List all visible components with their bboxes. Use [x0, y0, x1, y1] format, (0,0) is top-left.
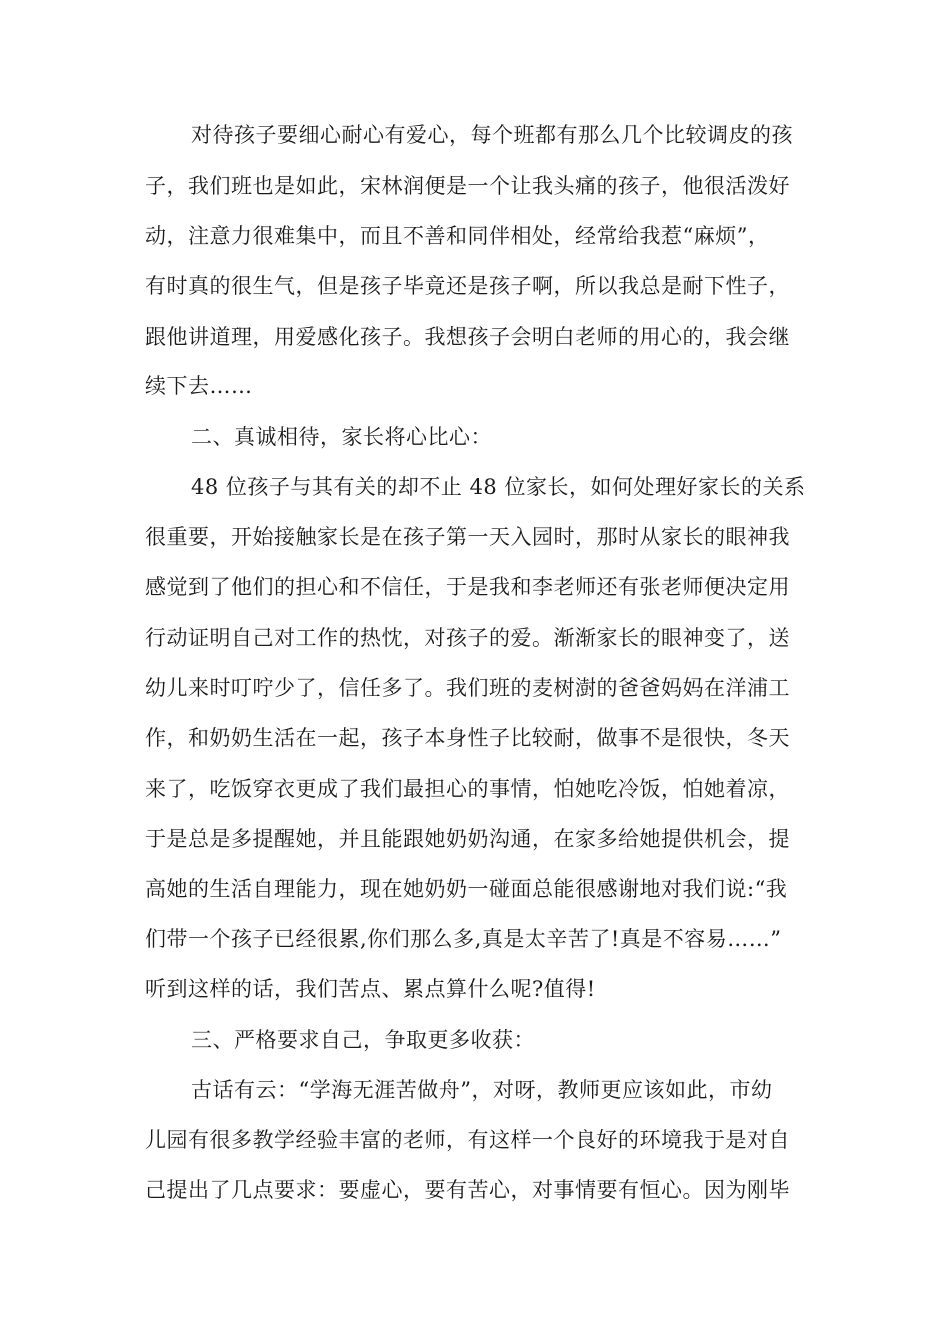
paragraph-line: 幼儿来时叮咛少了，信任多了。我们班的麦树澍的爸爸妈妈在洋浦工 [145, 676, 790, 700]
paragraph-line: 续下去…… [145, 374, 253, 398]
paragraph-line: 听到这样的话，我们苦点、累点算什么呢?值得! [145, 977, 596, 1001]
paragraph-line: 们带一个孩子已经很累,你们那么多,真是太辛苦了!真是不容易……” [145, 927, 782, 951]
paragraph-line: 感觉到了他们的担心和不信任，于是我和李老师还有张老师便决定用 [145, 575, 790, 599]
paragraph-line: 古话有云：“学海无涯苦做舟”，对呀，教师更应该如此，市幼 [191, 1078, 773, 1102]
paragraph-line: 于是总是多提醒她，并且能跟她奶奶沟通，在家多给她提供机会，提 [145, 827, 790, 851]
paragraph-line: 有时真的很生气，但是孩子毕竟还是孩子啊，所以我总是耐下性子， [145, 274, 790, 298]
paragraph-line: 48 位孩子与其有关的却不止 48 位家长，如何处理好家长的关系 [191, 475, 806, 499]
paragraph-line: 行动证明自己对工作的热忱，对孩子的爱。渐渐家长的眼神变了，送 [145, 626, 790, 650]
paragraph-line: 跟他讲道理，用爱感化孩子。我想孩子会明白老师的用心的，我会继 [145, 325, 790, 349]
paragraph-line: 对待孩子要细心耐心有爱心，每个班都有那么几个比较调皮的孩 [191, 123, 793, 147]
paragraph-line: 动，注意力很难集中，而且不善和同伴相处，经常给我惹“麻烦”， [145, 224, 770, 248]
paragraph-line: 儿园有很多教学经验丰富的老师，有这样一个良好的环境我于是对自 [145, 1128, 790, 1152]
section-heading: 二、真诚相待，家长将心比心： [191, 425, 492, 449]
paragraph-line: 来了，吃饭穿衣更成了我们最担心的事情，怕她吃冷饭，怕她着凉， [145, 777, 790, 801]
paragraph-line: 作，和奶奶生活在一起，孩子本身性子比较耐，做事不是很快，冬天 [145, 726, 790, 750]
paragraph-line: 子，我们班也是如此，宋林润便是一个让我头痛的孩子，他很活泼好 [145, 174, 790, 198]
paragraph-line: 高她的生活自理能力，现在她奶奶一碰面总能很感谢地对我们说:“我 [145, 877, 788, 901]
paragraph-line: 很重要，开始接触家长是在孩子第一天入园时，那时从家长的眼神我 [145, 525, 790, 549]
section-heading: 三、严格要求自己，争取更多收获： [191, 1028, 535, 1052]
paragraph-line: 己提出了几点要求：要虚心，要有苦心，对事情要有恒心。因为刚毕 [145, 1178, 790, 1202]
